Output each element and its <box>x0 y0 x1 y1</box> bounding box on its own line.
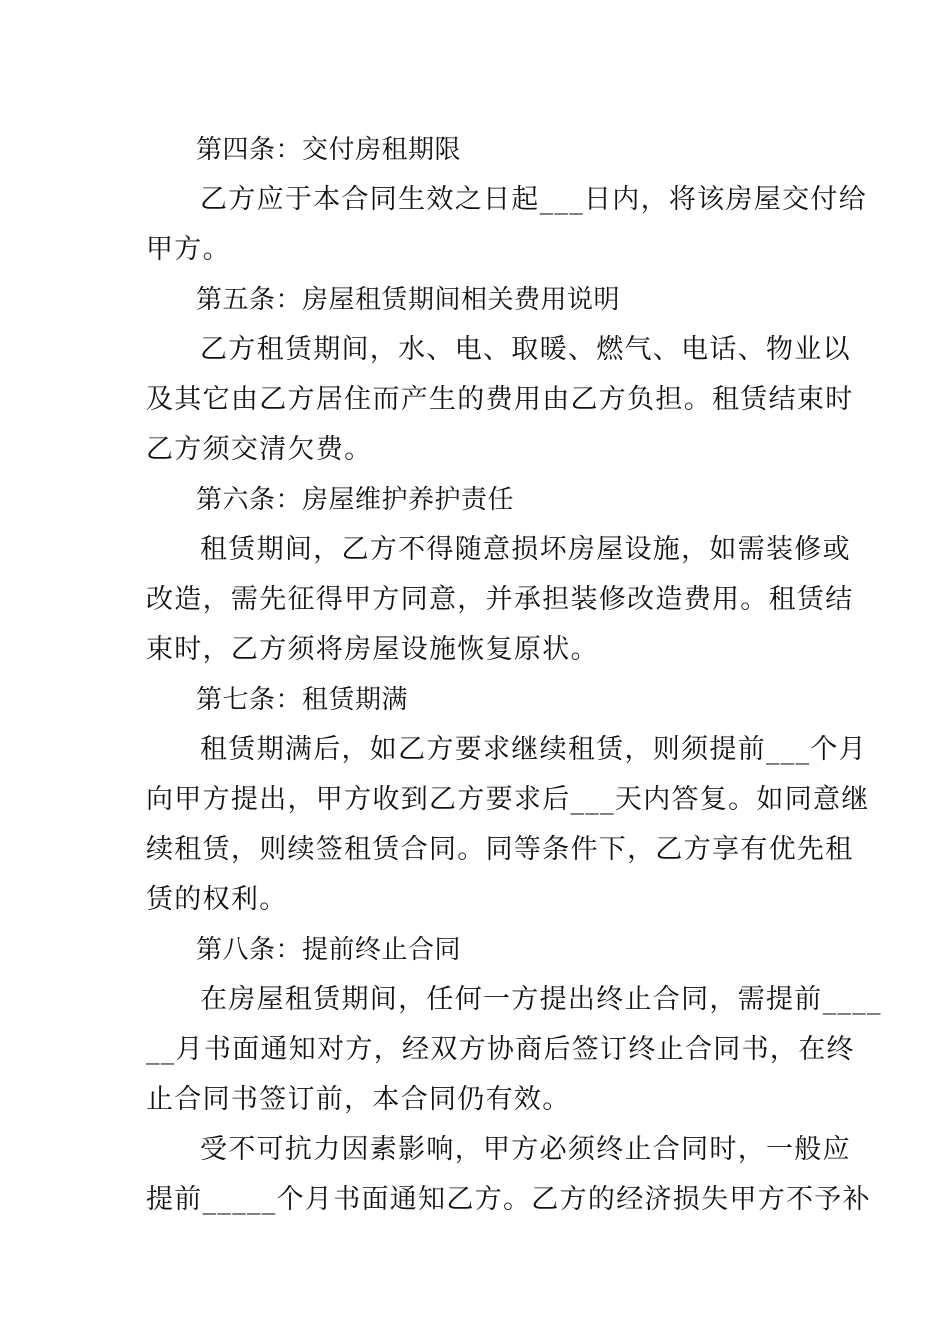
article-8-text-line-2: __月书面通知对方，经双方协商后签订终止合同书，在终 <box>146 1034 855 1065</box>
article-4-text-line-1: 乙方应于本合同生效之日起___日内，将该房屋交付给 <box>200 184 867 215</box>
article-5-heading: 第五条：房屋租赁期间相关费用说明 <box>196 285 621 315</box>
article-5-text-line-3: 乙方须交清欠费。 <box>146 434 373 465</box>
article-7-text-line-1: 租赁期满后，如乙方要求继续租赁，则须提前___个月 <box>200 734 867 765</box>
article-6-text-line-1: 租赁期间，乙方不得随意损坏房屋设施，如需装修或 <box>200 534 851 565</box>
document-body <box>146 128 882 1228</box>
article-6-text-line-2: 改造，需先征得甲方同意，并承担装修改造费用。租赁结 <box>146 584 854 615</box>
article-6-text-line-3: 束时，乙方须将房屋设施恢复原状。 <box>146 634 599 665</box>
article-5-text-line-1: 乙方租赁期间，水、电、取暖、燃气、电话、物业以 <box>200 334 851 365</box>
article-7-text-line-3: 续租赁，则续签租赁合同。同等条件下，乙方享有优先租 <box>146 834 854 865</box>
article-8-heading: 第八条：提前终止合同 <box>196 935 462 965</box>
article-8-text-line-3: 止合同书签订前，本合同仍有效。 <box>146 1084 571 1115</box>
article-8-text-line-1: 在房屋租赁期间，任何一方提出终止合同，需提前____ <box>200 984 882 1015</box>
article-4-text-line-2: 甲方。 <box>146 234 231 265</box>
article-7-text-line-2: 向甲方提出，甲方收到乙方要求后___天内答复。如同意继 <box>146 784 870 815</box>
article-7-text-line-4: 赁的权利。 <box>146 884 288 915</box>
article-8-text-line-4: 受不可抗力因素影响，甲方必须终止合同时，一般应 <box>200 1134 851 1165</box>
article-4-heading: 第四条：交付房租期限 <box>196 135 462 165</box>
article-6-heading: 第六条：房屋维护养护责任 <box>196 485 515 515</box>
article-7-heading: 第七条：租赁期满 <box>196 685 409 715</box>
article-8-text-line-5: 提前_____个月书面通知乙方。乙方的经济损失甲方不予补 <box>146 1184 871 1215</box>
article-5-text-line-2: 及其它由乙方居住而产生的费用由乙方负担。租赁结束时 <box>146 384 854 415</box>
